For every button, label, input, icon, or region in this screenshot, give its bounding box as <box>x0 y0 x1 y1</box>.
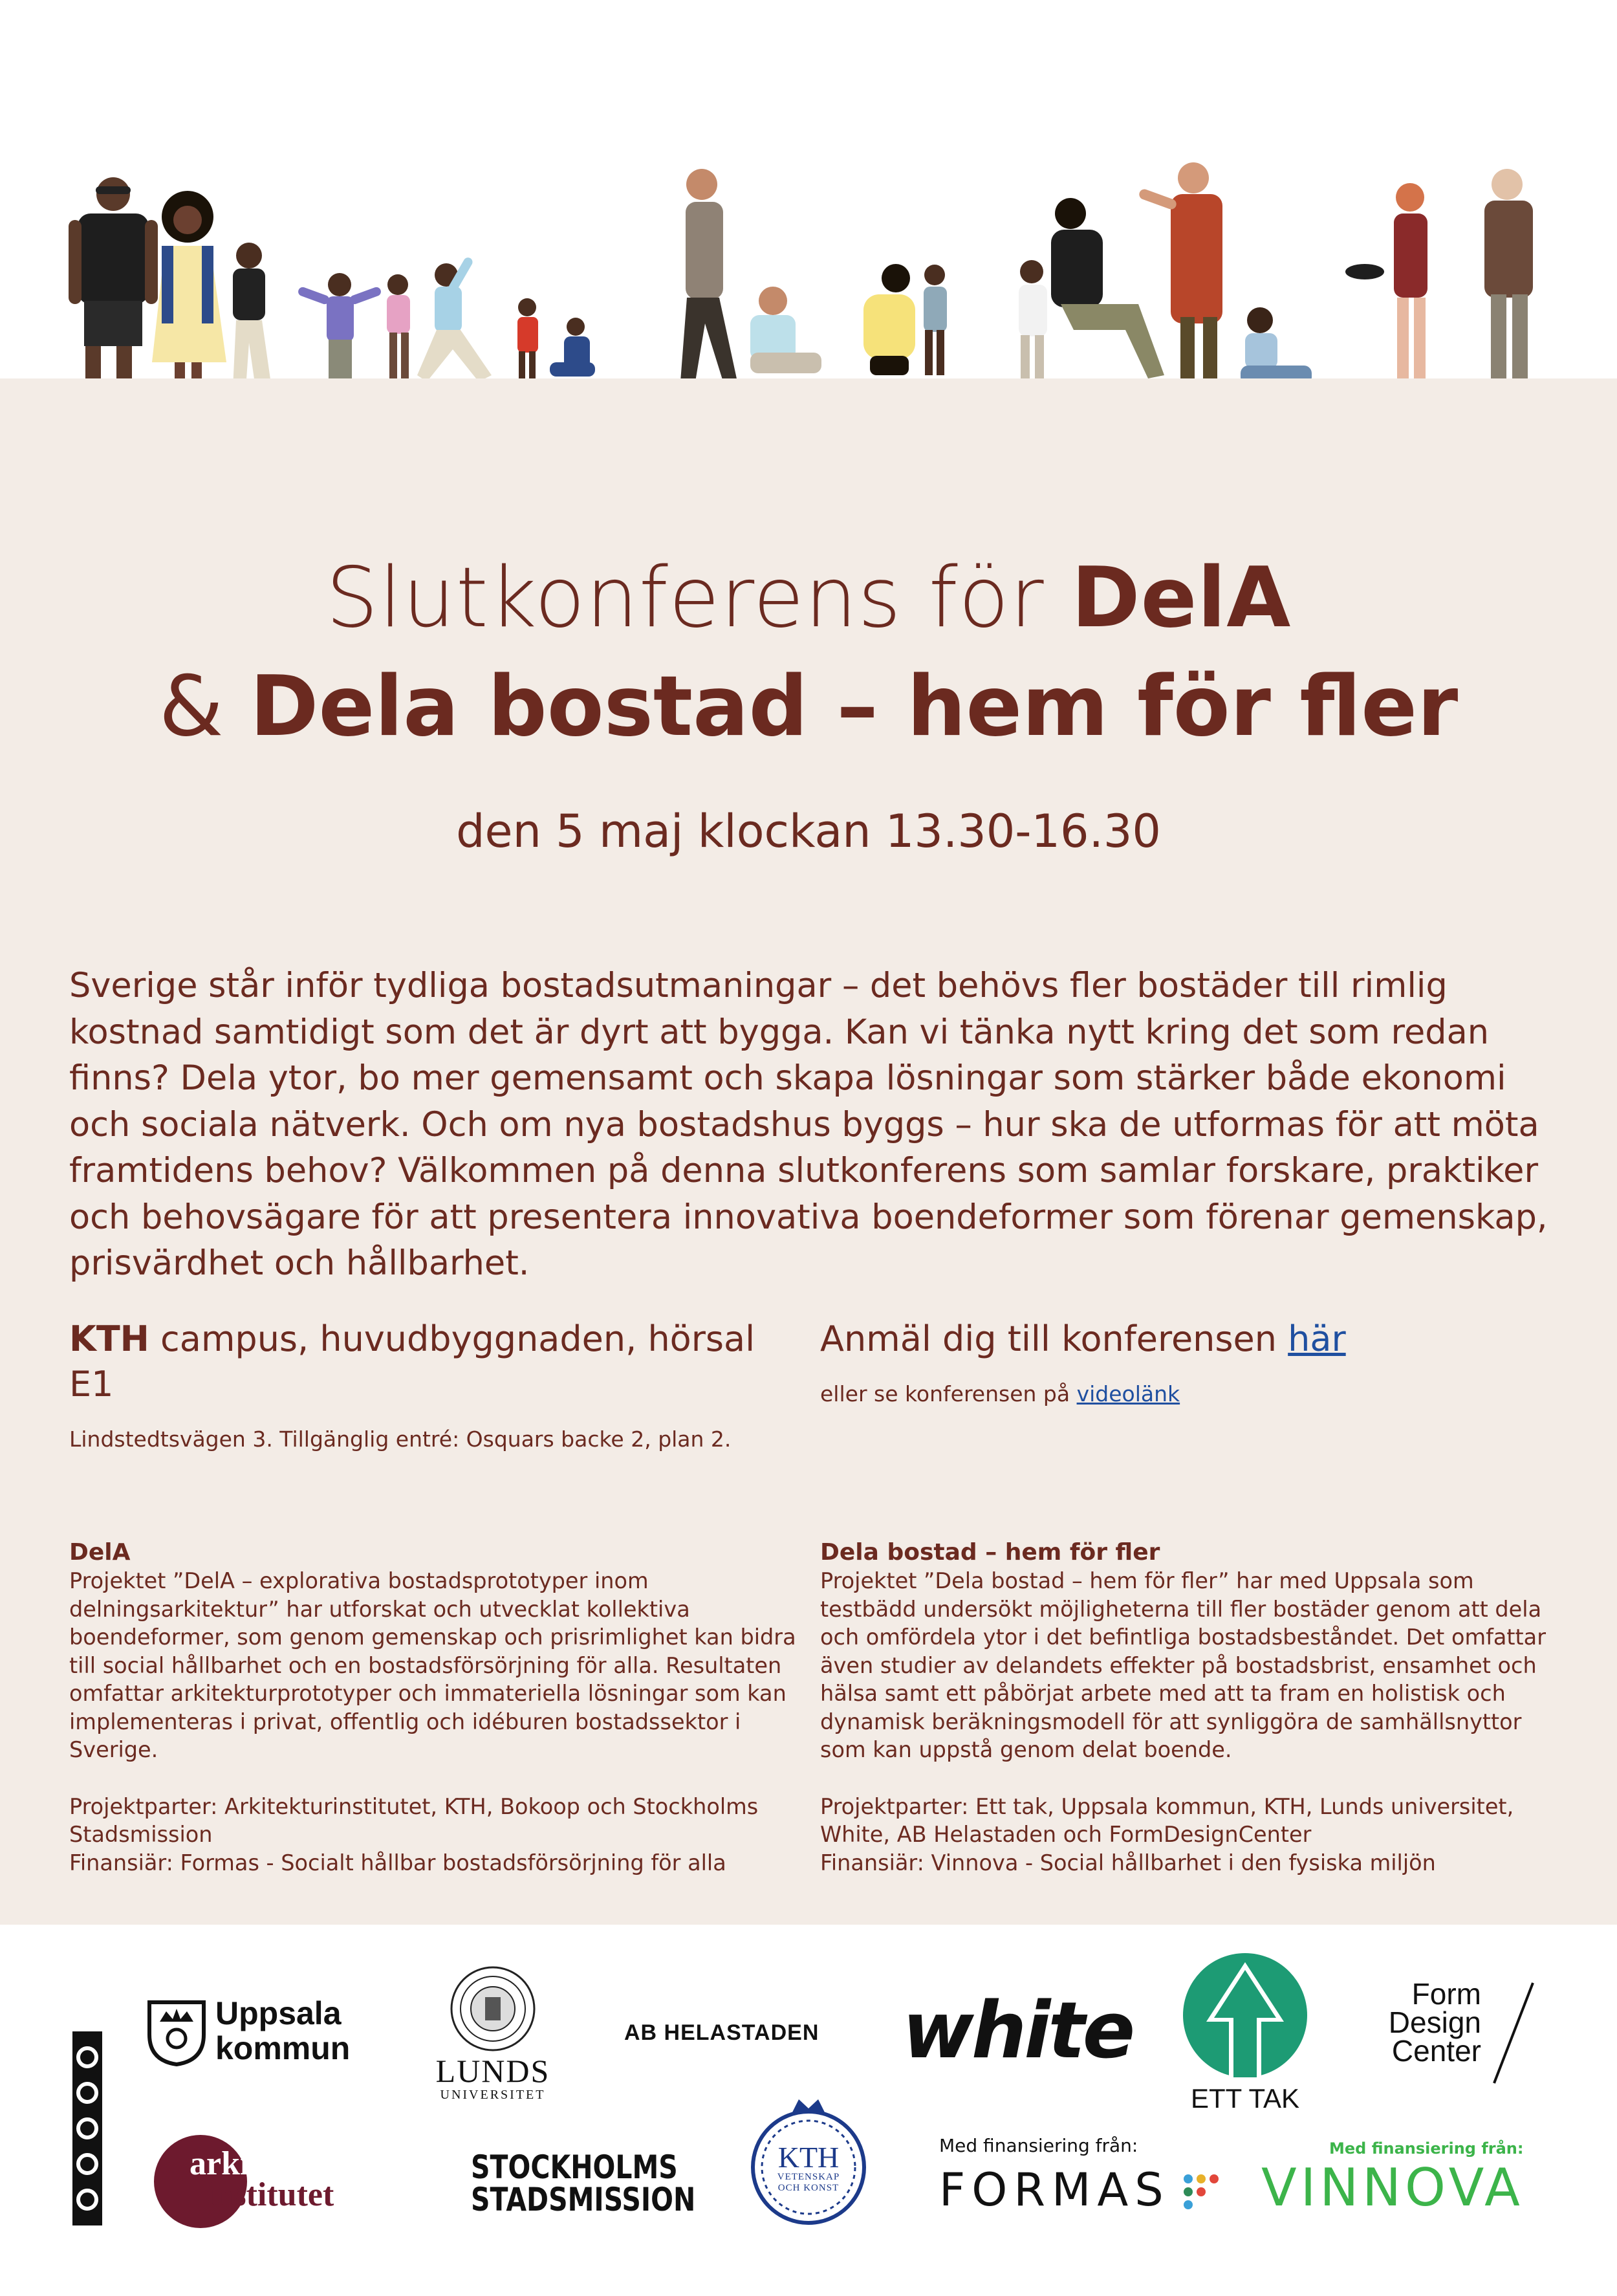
vinnova-logo: VINNOVA <box>1261 2158 1524 2218</box>
bokoop-logo <box>72 2031 102 2225</box>
project-heading: DelA <box>69 1539 131 1566</box>
formas-logo <box>939 2161 1224 2219</box>
vinnova-funding-label: Med finansiering från: <box>1329 2139 1524 2158</box>
project-body: Projektet ”Dela bostad – hem för fler” har med Uppsala som testbädd undersökt möjligheterna till fler bostäder genom att dela och omfördela ytor i det befintliga bostadsbeståndet. Det omfattar även studier av delandets effekter på bostadsbrist, ensamhet och hälsa samt ett påbörjat arbete med att ta fram en holistisk och dynamisk beräkningsmodell för att synliggöra de samhällsnyttor som kan uppstå genom delat boende. <box>820 1568 1546 1762</box>
person-figure <box>680 169 737 382</box>
venue-info <box>69 1317 781 1454</box>
formas-text: FORMAS <box>939 2163 1170 2216</box>
person-figure <box>550 318 595 377</box>
registration-info <box>820 1317 1545 1408</box>
title-line1-light: Slutkonferens för <box>325 550 1072 646</box>
person-figure <box>387 274 410 384</box>
register-link[interactable]: här <box>1288 1318 1346 1359</box>
form-design-center-logo <box>1384 1977 1539 2096</box>
stockholms-stadsmission-logo <box>471 2148 696 2218</box>
project-body: Projektet ”DelA – explorativa bostadsprototyper inom delningsarkitektur” har utforskat och utvecklat kollektiva boendeformer, som genom gemenskap och prisrimlighet kan bidra till social hållbarhet och en bostadsförsörjning för alla. Resultaten omfattar arkitekturprototyper och immateriella lösningar som kan implementeras i privat, offentlig och idéburen bostadssektor i Sverige. <box>69 1568 796 1762</box>
person-figure <box>297 273 382 385</box>
title-line1-bold: DelA <box>1071 550 1292 646</box>
lund-seal-icon <box>448 1963 538 2054</box>
slash-icon <box>1488 1980 1539 2090</box>
venue-address: Lindstedtsvägen 3. Tillgänglig entré: Osquars backe 2, plan 2. <box>69 1427 732 1452</box>
lunds-text: LUNDS <box>435 2053 550 2089</box>
formas-dots-icon <box>1182 2172 1221 2211</box>
person-figure <box>863 264 915 375</box>
kth-vetenskap-text: VETENSKAP <box>777 2172 840 2182</box>
person-figure <box>1345 183 1427 382</box>
kth-konst-text: OCH KONST <box>777 2183 840 2193</box>
kth-logo <box>747 2093 870 2225</box>
stadsmission-text: STADSMISSION <box>471 2181 696 2218</box>
title-line2-light: & <box>158 659 250 755</box>
person-figure <box>750 287 821 373</box>
white-logo: white <box>902 1986 1133 2076</box>
ett-tak-text: ETT TAK <box>1190 2083 1300 2114</box>
institutet-text: institutet <box>205 2176 334 2213</box>
kth-text: KTH <box>777 2141 840 2174</box>
fdc-design-text: Design <box>1388 2006 1481 2039</box>
person-figure <box>233 243 272 388</box>
person-figure <box>69 177 158 398</box>
person-figure <box>1484 169 1533 385</box>
project-dela-bostad <box>820 1538 1551 1877</box>
bokoop-mark <box>72 2031 102 2225</box>
lunds-universitet-logo <box>435 1963 551 2102</box>
kommun-text: kommun <box>215 2030 351 2066</box>
project-funder: Finansiär: Vinnova - Social hållbarhet i den fysiska miljön <box>820 1850 1436 1875</box>
event-date: den 5 maj klockan 13.30-16.30 <box>456 805 1161 858</box>
video-link[interactable]: videolänk <box>1076 1381 1180 1406</box>
formas-funding-label: Med finansiering från: <box>939 2135 1138 2156</box>
universitet-text: UNIVERSITET <box>440 2088 546 2102</box>
page-title <box>0 547 1617 763</box>
person-figure <box>517 298 538 380</box>
venue-name: campus, huvudbyggnaden, hörsal E1 <box>69 1318 755 1405</box>
arkitekturinstitutet-logo <box>152 2133 372 2230</box>
project-dela <box>69 1538 800 1877</box>
person-figure <box>417 256 492 382</box>
person-figure <box>152 191 226 398</box>
stockholms-text: STOCKHOLMS <box>471 2148 678 2186</box>
venue-bold: KTH <box>69 1318 149 1359</box>
crown-shield-icon <box>146 1996 208 2067</box>
fdc-form-text: Form <box>1411 1977 1481 2011</box>
person-figure <box>924 265 947 375</box>
person-figure <box>1051 198 1164 378</box>
house-arrow-icon <box>1180 1951 1310 2080</box>
stream-text: eller se konferensen på <box>820 1381 1077 1406</box>
people-illustration <box>0 0 1617 414</box>
project-heading: Dela bostad – hem för fler <box>820 1539 1160 1566</box>
hero-illustration <box>0 0 1617 378</box>
person-figure <box>1241 307 1312 385</box>
fdc-center-text: Center <box>1391 2034 1481 2068</box>
title-line2-bold: Dela bostad – hem för fler <box>250 659 1459 755</box>
uppsala-kommun-logo <box>146 1996 353 2067</box>
ett-tak-logo <box>1177 1951 1313 2119</box>
uppsala-text: Uppsala <box>215 1995 342 2031</box>
project-funder: Finansiär: Formas - Socialt hållbar bostadsförsörjning för alla <box>69 1850 726 1875</box>
register-text: Anmäl dig till konferensen <box>820 1318 1288 1359</box>
helastaden-logo: AB HELASTADEN <box>624 2020 819 2045</box>
partner-logos <box>0 1925 1617 2296</box>
project-partners: Projektparter: Ett tak, Uppsala kommun, KTH, Lunds universitet, White, AB Helastaden och FormDesignCenter <box>820 1793 1514 1847</box>
person-figure <box>1019 260 1047 387</box>
arkitektur-text: arkitektur <box>190 2145 340 2182</box>
intro-text: Sverige står inför tydliga bostadsutmaningar – det behövs fler bostäder till rimlig kostnad samtidigt som det är dyrt att bygga. Kan vi tänka nytt kring det som redan finns? Dela ytor, bo mer gemensamt och skapa lösningar som stärker både ekonomi och sociala nätverk. Och om nya bostadshus byggs – hur ska de utformas för att möta framtidens behov? Välkommen på denna slutkonferens som samlar forskare, praktiker och behovsägare för att presentera innovativa boendeformer som förenar gemenskap, prisvärdhet och hållbarhet. <box>69 966 1548 1283</box>
project-partners: Projektparter: Arkitekturinstitutet, KTH, Bokoop och Stockholms Stadsmission <box>69 1793 759 1847</box>
